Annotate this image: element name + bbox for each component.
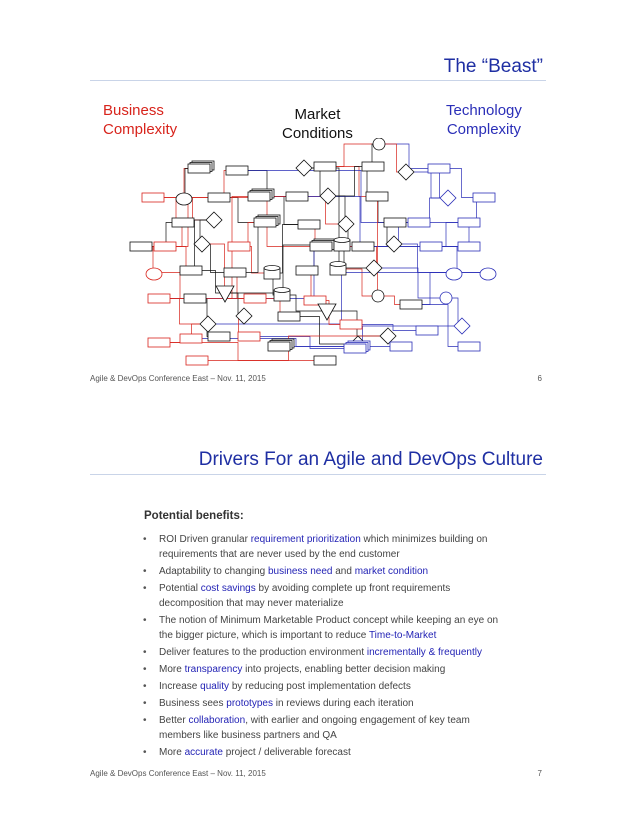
decision-diamond — [338, 216, 354, 232]
process-box — [208, 332, 230, 341]
process-box — [228, 242, 250, 251]
decision-diamond — [296, 160, 312, 176]
process-box — [286, 192, 308, 201]
benefit-text: Business sees — [159, 698, 227, 709]
highlighted-term: incrementally & frequently — [366, 647, 482, 658]
benefits-list — [143, 530, 513, 760]
benefit-text: Adaptability to changing — [159, 566, 268, 577]
highlighted-term: market condition — [354, 566, 429, 577]
database-cylinder — [334, 238, 350, 252]
oval-node — [446, 268, 462, 280]
benefit-text: ROI Driven granular — [159, 534, 251, 545]
benefit-item — [143, 613, 513, 643]
terminal-circle — [373, 138, 385, 150]
page-number: 6 — [537, 374, 542, 383]
process-box — [362, 162, 384, 171]
slide-title: Drivers For an Agile and DevOps Culture — [198, 449, 543, 470]
decision-diamond — [194, 236, 210, 252]
highlighted-term: quality — [200, 681, 230, 692]
business-complexity-label: Business Complexity — [103, 102, 178, 138]
terminal-circle — [372, 290, 384, 302]
complexity-flowchart-diagram — [128, 138, 508, 366]
technology-complexity-label: Technology Complexity — [446, 102, 522, 138]
process-box — [458, 218, 480, 227]
triangle-node — [318, 304, 336, 320]
slide-title: The “Beast” — [443, 56, 543, 77]
process-box — [154, 242, 176, 251]
process-box — [314, 162, 336, 171]
benefit-text: Deliver features to the production environment — [159, 647, 367, 658]
benefit-text: which minimizes building on requirements that are never used by the end customer — [159, 534, 488, 560]
decision-diamond — [398, 164, 414, 180]
decision-diamond — [366, 260, 382, 276]
highlighted-term: prototypes — [226, 698, 273, 709]
footer-text: Agile & DevOps Conference East – Nov. 11, 2015 — [90, 769, 266, 778]
decision-diamond — [386, 236, 402, 252]
process-box — [400, 300, 422, 309]
database-cylinder — [274, 288, 290, 302]
process-box — [296, 266, 318, 275]
highlighted-term: cost savings — [200, 583, 256, 594]
benefit-text: by avoiding complete up front requirements decomposition that may never materialize — [159, 583, 451, 609]
process-box — [224, 268, 246, 277]
process-box — [314, 356, 336, 365]
process-box — [298, 220, 320, 229]
title-divider — [90, 80, 546, 81]
process-box — [416, 326, 438, 335]
benefit-item — [143, 564, 513, 579]
flow-arrow — [406, 172, 448, 198]
stacked-box — [310, 239, 336, 251]
benefit-text: and — [332, 566, 355, 577]
highlighted-term: accurate — [184, 747, 223, 758]
process-box — [142, 193, 164, 202]
process-box — [180, 334, 202, 343]
benefit-item — [143, 581, 513, 611]
benefit-item — [143, 713, 513, 743]
page-number: 7 — [537, 769, 542, 778]
footer-text: Agile & DevOps Conference East – Nov. 11, 2015 — [90, 374, 266, 383]
flow-arrow — [259, 197, 469, 247]
stacked-box — [248, 189, 274, 201]
process-box — [172, 218, 194, 227]
benefit-item — [143, 662, 513, 677]
process-box — [420, 242, 442, 251]
process-box — [244, 294, 266, 303]
benefit-text: , with earlier and ongoing engagement of key team members like business partners and QA — [159, 715, 470, 741]
benefit-item — [143, 645, 513, 660]
stacked-box — [268, 339, 294, 351]
stacked-box — [188, 161, 214, 173]
process-box — [208, 193, 230, 202]
process-box — [366, 192, 388, 201]
terminal-circle — [440, 292, 452, 304]
oval-node — [146, 268, 162, 280]
benefit-text: More — [159, 664, 185, 675]
benefit-text: in reviews during each iteration — [272, 698, 414, 709]
oval-node — [176, 193, 192, 205]
process-box — [180, 266, 202, 275]
benefit-text: More — [159, 747, 185, 758]
process-box — [352, 242, 374, 251]
process-box — [458, 342, 480, 351]
flow-arrow — [304, 168, 374, 268]
slide-drivers — [0, 413, 638, 826]
benefit-text: The notion of Minimum Marketable Product concept while keeping an eye on the bigger picture, which is important to reduce — [159, 615, 499, 641]
benefit-text: project / deliverable forecast — [222, 747, 351, 758]
benefit-text: Increase — [159, 681, 201, 692]
oval-node — [480, 268, 496, 280]
decision-diamond — [320, 188, 336, 204]
highlighted-term: collaboration — [188, 715, 246, 726]
stacked-box — [344, 341, 370, 353]
process-box — [384, 218, 406, 227]
process-box — [408, 218, 430, 227]
flow-arrow — [377, 197, 378, 297]
flow-arrow — [159, 343, 325, 361]
database-cylinder — [264, 266, 280, 280]
stacked-box — [254, 215, 280, 227]
process-box — [473, 193, 495, 202]
highlighted-term: requirement prioritization — [250, 534, 361, 545]
process-box — [148, 294, 170, 303]
database-cylinder — [330, 262, 346, 276]
title-divider — [90, 474, 546, 475]
diagram-edges — [141, 144, 491, 361]
process-box — [186, 356, 208, 365]
highlighted-term: business need — [267, 566, 333, 577]
benefit-text: Better — [159, 715, 189, 726]
benefit-text: by reducing post implementation defects — [229, 681, 411, 692]
process-box — [340, 320, 362, 329]
benefit-item — [143, 745, 513, 760]
decision-diamond — [454, 318, 470, 334]
decision-diamond — [206, 212, 222, 228]
process-box — [278, 312, 300, 321]
process-box — [184, 294, 206, 303]
triangle-node — [216, 286, 234, 302]
decision-diamond — [440, 190, 456, 206]
potential-benefits-heading: Potential benefits: — [144, 510, 244, 522]
decision-diamond — [200, 316, 216, 332]
highlighted-term: Time-to-Market — [368, 630, 437, 641]
benefit-item — [143, 679, 513, 694]
process-box — [428, 164, 450, 173]
process-box — [130, 242, 152, 251]
slide-the-beast — [0, 0, 638, 400]
benefit-item — [143, 532, 513, 562]
process-box — [458, 242, 480, 251]
highlighted-term: transparency — [184, 664, 243, 675]
benefit-text: Potential — [159, 583, 201, 594]
process-box — [390, 342, 412, 351]
process-box — [148, 338, 170, 347]
process-box — [238, 332, 260, 341]
process-box — [226, 166, 248, 175]
benefit-text: into projects, enabling better decision making — [242, 664, 446, 675]
benefit-item — [143, 696, 513, 711]
market-conditions-label: Market Conditions — [282, 106, 353, 142]
